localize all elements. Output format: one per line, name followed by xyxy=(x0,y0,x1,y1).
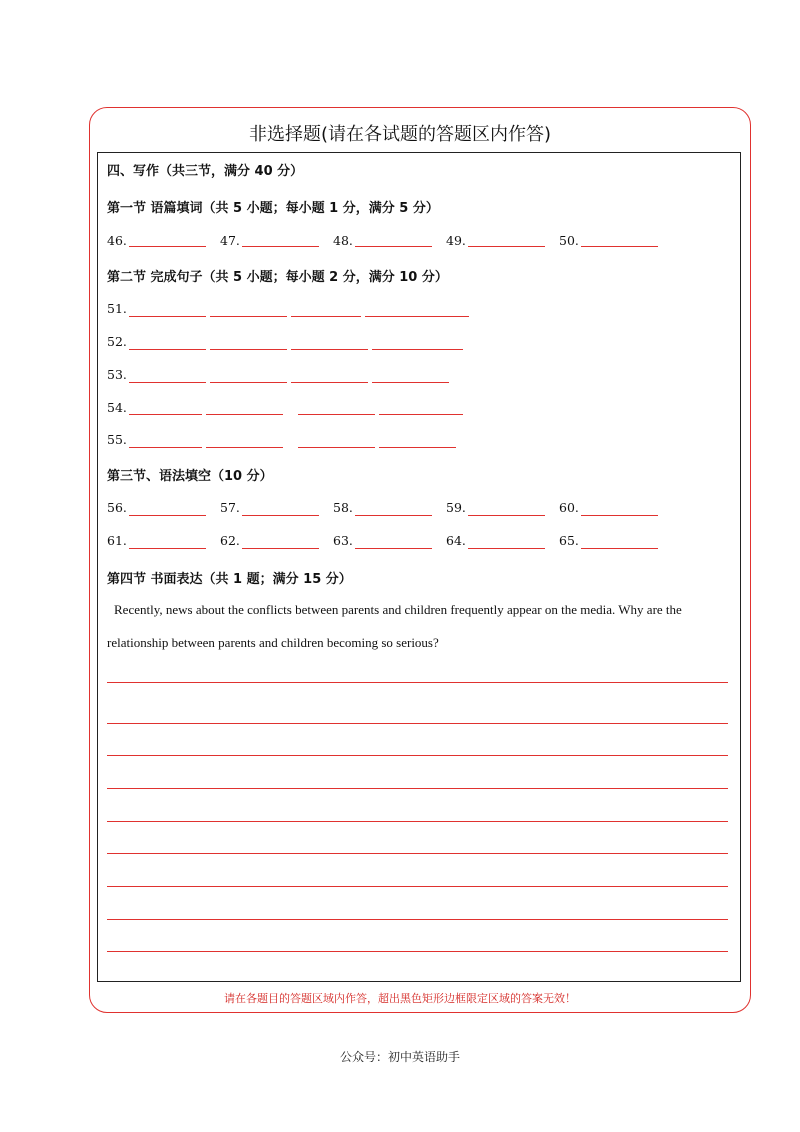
section3-heading: 第三节、语法填空（10 分） xyxy=(107,469,273,484)
q62-label: 62. xyxy=(220,533,240,548)
q52-blank-3[interactable] xyxy=(291,349,368,350)
answer-area-notice: 请在各题目的答题区域内作答，超出黑色矩形边框限定区域的答案无效！ xyxy=(224,992,576,1005)
writing-line[interactable] xyxy=(107,951,728,952)
section4-heading: 第四节 书面表达（共 1 题；满分 15 分） xyxy=(107,572,352,587)
q52-blank-4[interactable] xyxy=(372,349,463,350)
q46-blank[interactable] xyxy=(129,246,206,247)
q47-label: 47. xyxy=(220,233,240,248)
writing-line[interactable] xyxy=(107,788,728,789)
q63-label: 63. xyxy=(333,533,353,548)
q57-blank[interactable] xyxy=(242,515,319,516)
q51-blank-1[interactable] xyxy=(129,316,206,317)
q55-blank-2[interactable] xyxy=(206,447,283,448)
q49-blank[interactable] xyxy=(468,246,545,247)
section2-heading: 第二节 完成句子（共 5 小题；每小题 2 分，满分 10 分） xyxy=(107,270,448,285)
q50-label: 50. xyxy=(559,233,579,248)
q46-label: 46. xyxy=(107,233,127,248)
page-title: 非选择题(请在各试题的答题区内作答) xyxy=(248,124,552,145)
q54-blank-3[interactable] xyxy=(298,414,375,415)
q48-label: 48. xyxy=(333,233,353,248)
q64-label: 64. xyxy=(446,533,466,548)
q56-blank[interactable] xyxy=(129,515,206,516)
q59-label: 59. xyxy=(446,500,466,515)
q55-blank-1[interactable] xyxy=(129,447,202,448)
writing-line[interactable] xyxy=(107,723,728,724)
q62-blank[interactable] xyxy=(242,548,319,549)
q65-blank[interactable] xyxy=(581,548,658,549)
writing-line[interactable] xyxy=(107,919,728,920)
q55-blank-4[interactable] xyxy=(379,447,456,448)
q53-blank-3[interactable] xyxy=(291,382,368,383)
q54-label: 54. xyxy=(107,400,127,415)
q56-label: 56. xyxy=(107,500,127,515)
writing-line[interactable] xyxy=(107,682,728,683)
q59-blank[interactable] xyxy=(468,515,545,516)
q57-label: 57. xyxy=(220,500,240,515)
q55-blank-3[interactable] xyxy=(298,447,375,448)
q51-blank-4[interactable] xyxy=(365,316,469,317)
q64-blank[interactable] xyxy=(468,548,545,549)
q61-blank[interactable] xyxy=(129,548,206,549)
q55-label: 55. xyxy=(107,432,127,447)
q51-label: 51. xyxy=(107,301,127,316)
q50-blank[interactable] xyxy=(581,246,658,247)
q60-blank[interactable] xyxy=(581,515,658,516)
writing-line[interactable] xyxy=(107,853,728,854)
q52-blank-1[interactable] xyxy=(129,349,206,350)
q53-blank-2[interactable] xyxy=(210,382,287,383)
q54-blank-4[interactable] xyxy=(379,414,463,415)
q47-blank[interactable] xyxy=(242,246,319,247)
q51-blank-3[interactable] xyxy=(291,316,361,317)
q58-blank[interactable] xyxy=(355,515,432,516)
q53-blank-4[interactable] xyxy=(372,382,449,383)
footer-account: 公众号：初中英语助手 xyxy=(339,1050,460,1064)
q60-label: 60. xyxy=(559,500,579,515)
part4-heading: 四、写作（共三节，满分 40 分） xyxy=(107,164,304,179)
q48-blank[interactable] xyxy=(355,246,432,247)
q51-blank-2[interactable] xyxy=(210,316,287,317)
q53-blank-1[interactable] xyxy=(129,382,206,383)
q65-label: 65. xyxy=(559,533,579,548)
writing-prompt: Recently, news about the conflicts between parents and children frequently appear on the media. Why are the relationship between parents and children becoming so serious? xyxy=(107,602,682,650)
q52-blank-2[interactable] xyxy=(210,349,287,350)
q58-label: 58. xyxy=(333,500,353,515)
writing-line[interactable] xyxy=(107,755,728,756)
q63-blank[interactable] xyxy=(355,548,432,549)
q53-label: 53. xyxy=(107,367,127,382)
writing-line[interactable] xyxy=(107,821,728,822)
writing-line[interactable] xyxy=(107,886,728,887)
q54-blank-1[interactable] xyxy=(129,414,202,415)
section1-heading: 第一节 语篇填词（共 5 小题；每小题 1 分，满分 5 分） xyxy=(107,201,439,216)
q61-label: 61. xyxy=(107,533,127,548)
q49-label: 49. xyxy=(446,233,466,248)
q54-blank-2[interactable] xyxy=(206,414,283,415)
q52-label: 52. xyxy=(107,334,127,349)
